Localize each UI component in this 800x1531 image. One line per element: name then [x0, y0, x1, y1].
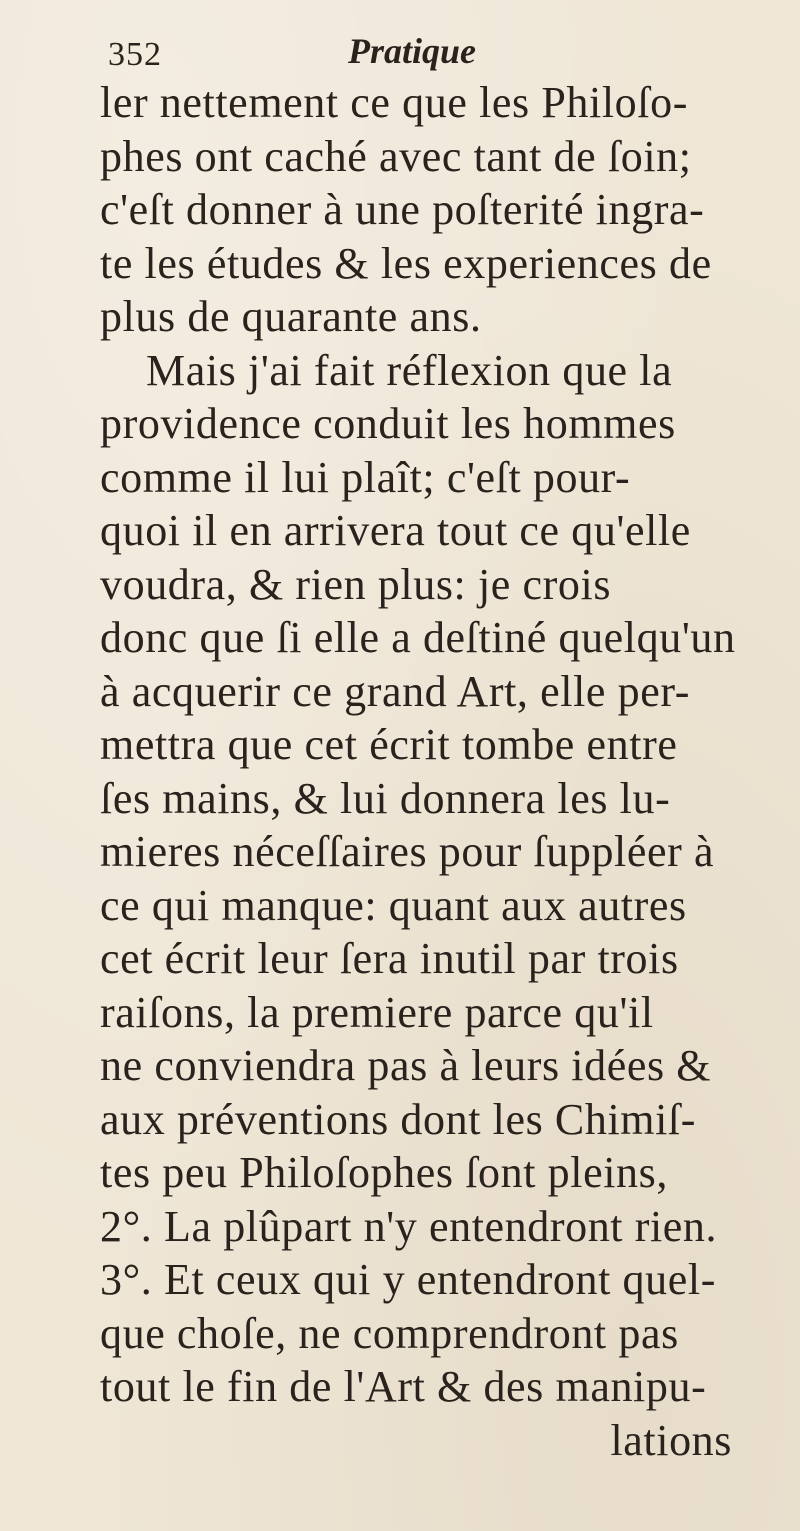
text-line: cet écrit leur ſera inutil par trois — [100, 934, 679, 983]
running-head — [108, 30, 708, 80]
text-line: quoi il en arrivera tout ce qu'elle — [100, 506, 691, 555]
text-line: 2°. La plûpart n'y entendront rien. — [100, 1201, 718, 1251]
text-line: providence conduit les hommes — [100, 399, 676, 448]
text-line: ne conviendra pas à leurs idées & — [100, 1041, 712, 1090]
text-line: plus de quarante ans. — [100, 292, 482, 341]
text-line: à acquerir ce grand Art, elle per- — [100, 666, 690, 716]
text-line: comme il lui plaît; c'eſt pour- — [100, 452, 631, 502]
text-line: phes ont caché avec tant de ſoin; — [100, 131, 692, 181]
text-line: ce qui manque: quant aux autres — [100, 880, 687, 930]
text-line: ler nettement ce que les Philoſo- — [100, 78, 688, 127]
body-text — [100, 76, 740, 1467]
page-number: 352 — [108, 36, 162, 73]
text-line: mettra que cet écrit tombe entre — [100, 720, 678, 769]
text-line: 3°. Et ceux qui y entendront quel- — [100, 1255, 716, 1304]
text-line: te les études & les experiences de — [100, 238, 712, 288]
catchword-line: lations — [610, 1415, 732, 1465]
text-line: que choſe, ne comprendront pas — [100, 1308, 679, 1358]
text-line: ſes mains, & lui donnera les lu- — [100, 773, 671, 823]
paragraph-start-line: Mais j'ai fait réflexion que la — [146, 345, 673, 395]
text-line: voudra, & rien plus: je crois — [100, 559, 612, 609]
text-line: donc que ſi elle a deſtiné quelqu'un — [100, 613, 736, 662]
text-line: tes peu Philoſophes ſont pleins, — [100, 1148, 668, 1197]
text-line: c'eſt donner à une poſterité ingra- — [100, 185, 705, 234]
text-line: aux préventions dont les Chimiſ- — [100, 1094, 697, 1144]
text-line: mieres néceſſaires pour ſuppléer à — [100, 827, 715, 876]
running-title: Pratique — [348, 31, 477, 71]
text-line: raiſons, la premiere parce qu'il — [100, 987, 654, 1037]
text-line: tout le fin de l'Art & des manipu- — [100, 1362, 707, 1411]
